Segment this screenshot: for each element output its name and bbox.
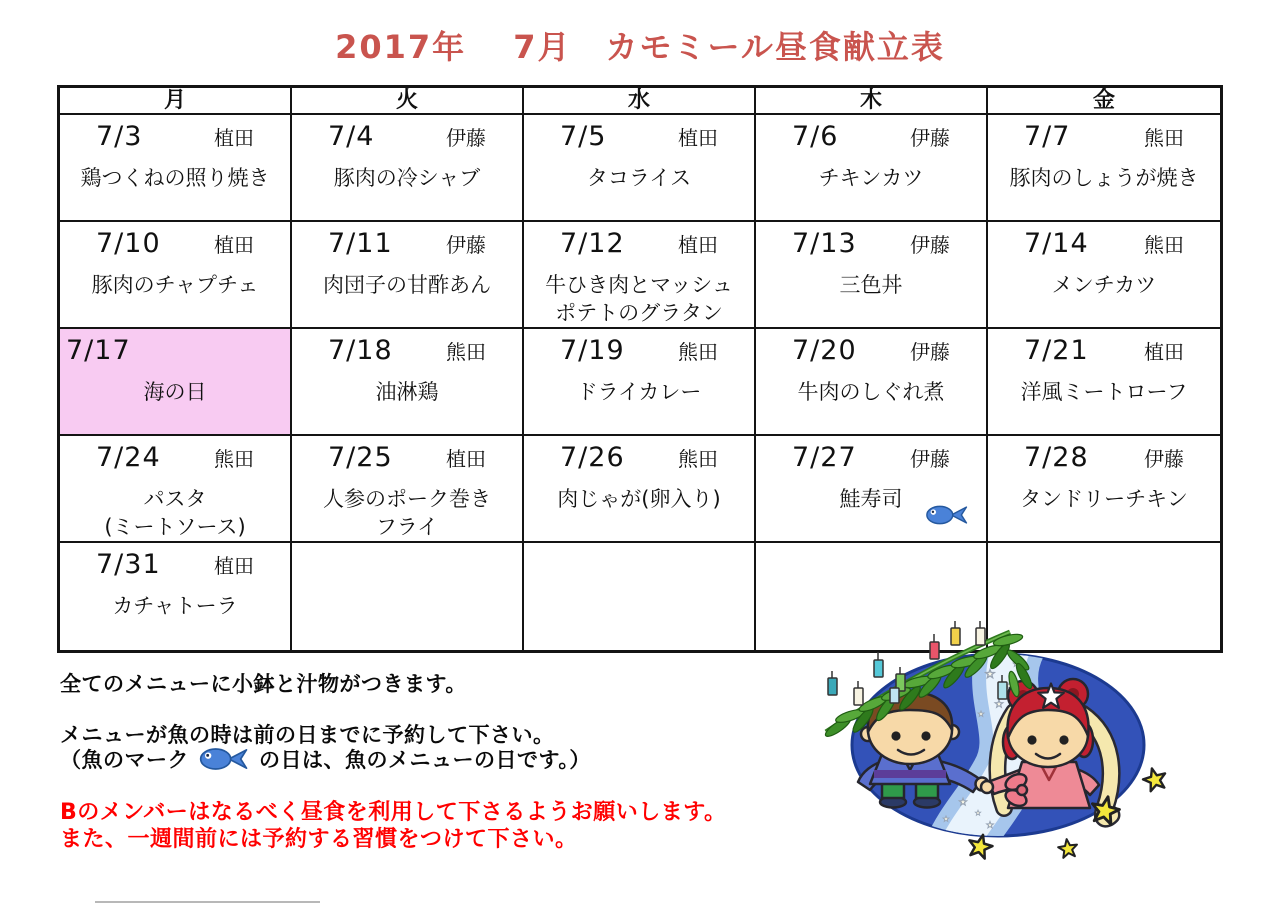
cell-dateline — [524, 329, 754, 366]
day-header: 水 — [524, 88, 756, 115]
cell-date: 7/7 — [1024, 121, 1071, 152]
cell-staff: 熊田 — [678, 447, 718, 471]
cell-dateline — [60, 329, 290, 366]
cell-menu: 油淋鶏 — [375, 380, 439, 404]
cell-date: 7/31 — [96, 549, 161, 580]
day-header: 金 — [988, 88, 1220, 115]
calendar-cell — [988, 115, 1220, 222]
cell-dateline — [988, 115, 1220, 152]
calendar-cell — [292, 436, 524, 543]
cell-staff: 伊藤 — [910, 447, 950, 471]
cell-dateline — [756, 436, 986, 473]
cell-menu: 牛肉のしぐれ煮 — [797, 380, 945, 404]
cell-dateline — [988, 329, 1220, 366]
cell-menu: 豚肉のしょうが焼き — [1009, 166, 1199, 190]
cell-staff: 植田 — [1144, 340, 1184, 364]
cell-date: 7/3 — [96, 121, 143, 152]
cell-menu: 人参のポーク巻き フライ — [323, 487, 491, 539]
note-fish-mark-after: の日は、魚のメニューの日です。） — [259, 748, 591, 772]
cell-staff: 熊田 — [214, 447, 254, 471]
cell-menu: 三色丼 — [839, 273, 903, 297]
tanabata-illustration — [818, 612, 1280, 904]
calendar-cell — [756, 329, 988, 436]
cell-staff: 伊藤 — [910, 233, 950, 257]
cell-date: 7/11 — [328, 228, 393, 259]
cell-menu: メンチカツ — [1051, 273, 1157, 297]
calendar-cell — [756, 222, 988, 329]
cell-staff: 熊田 — [1144, 126, 1184, 150]
calendar-cell — [988, 329, 1220, 436]
cell-date: 7/12 — [560, 228, 625, 259]
calendar-cell — [60, 222, 292, 329]
calendar-cell — [756, 115, 988, 222]
menu-calendar — [57, 85, 1223, 653]
cell-dateline — [292, 222, 522, 259]
cell-staff: 植田 — [678, 233, 718, 257]
cell-menu: タコライス — [586, 166, 692, 190]
cell-menu: 牛ひき肉とマッシュ ポテトのグラタン — [545, 273, 733, 325]
cell-date: 7/14 — [1024, 228, 1089, 259]
note-fish-mark — [60, 744, 591, 774]
cell-dateline — [988, 222, 1220, 259]
calendar-cell — [988, 222, 1220, 329]
cell-menu: 海の日 — [143, 380, 207, 404]
cell-dateline — [524, 222, 754, 259]
calendar-cell — [60, 543, 292, 650]
cell-menu: パスタ (ミートソース) — [104, 487, 246, 539]
fish-icon — [197, 744, 251, 774]
cell-staff: 植田 — [678, 126, 718, 150]
page-title: 2017年 7月 カモミール昼食献立表 — [335, 28, 945, 66]
cell-dateline — [60, 222, 290, 259]
cell-dateline — [292, 115, 522, 152]
cell-menu: 鶏つくねの照り焼き — [80, 166, 270, 190]
cell-date: 7/24 — [96, 442, 161, 473]
cell-date: 7/26 — [560, 442, 625, 473]
cell-dateline — [60, 115, 290, 152]
cell-menu: 豚肉のチャプチェ — [91, 273, 259, 297]
note-b-members: Bのメンバーはなるべく昼食を利用して下さるようお願いします。 — [60, 800, 727, 825]
calendar-cell — [524, 222, 756, 329]
cell-staff: 伊藤 — [910, 340, 950, 364]
cell-date: 7/4 — [328, 121, 375, 152]
cell-menu: 洋風ミートローフ — [1020, 380, 1188, 404]
cell-date: 7/18 — [328, 335, 393, 366]
cell-date: 7/10 — [96, 228, 161, 259]
cell-dateline — [292, 436, 522, 473]
cell-date: 7/6 — [792, 121, 839, 152]
day-header: 月 — [60, 88, 292, 115]
cell-staff: 植田 — [214, 554, 254, 578]
cell-menu: カチャトーラ — [112, 594, 238, 618]
calendar-cell — [60, 115, 292, 222]
cell-date: 7/28 — [1024, 442, 1089, 473]
note-fish-mark-before: （魚のマーク — [60, 748, 189, 772]
cell-menu: 豚肉の冷シャブ — [333, 166, 481, 190]
cell-menu: 鮭寿司 — [839, 487, 903, 511]
cell-menu: 肉団子の甘酢あん — [323, 273, 491, 297]
calendar-cell — [292, 543, 524, 650]
cell-dateline — [60, 436, 290, 473]
cell-staff: 熊田 — [1144, 233, 1184, 257]
cell-dateline — [524, 115, 754, 152]
cell-staff: 熊田 — [446, 340, 486, 364]
cell-staff: 伊藤 — [1144, 447, 1184, 471]
day-header: 火 — [292, 88, 524, 115]
cell-dateline — [988, 436, 1220, 473]
day-header: 木 — [756, 88, 988, 115]
cell-dateline — [756, 222, 986, 259]
cell-menu: 肉じゃが(卵入り) — [557, 487, 721, 511]
cell-staff: 伊藤 — [910, 126, 950, 150]
calendar-cell — [988, 436, 1220, 543]
note-fish-reservation: メニューが魚の時は前の日までに予約して下さい。 — [60, 723, 555, 747]
cell-date: 7/21 — [1024, 335, 1089, 366]
cell-dateline — [60, 543, 290, 580]
cell-staff: 熊田 — [678, 340, 718, 364]
cell-date: 7/13 — [792, 228, 857, 259]
cell-staff: 伊藤 — [446, 126, 486, 150]
cell-staff: 伊藤 — [446, 233, 486, 257]
cell-date: 7/25 — [328, 442, 393, 473]
cell-menu: チキンカツ — [818, 166, 924, 190]
calendar-cell — [60, 436, 292, 543]
page-edge-line — [95, 901, 320, 903]
calendar-cell — [292, 222, 524, 329]
cell-date: 7/20 — [792, 335, 857, 366]
calendar-cell — [292, 329, 524, 436]
cell-date: 7/5 — [560, 121, 607, 152]
cell-staff: 植田 — [214, 233, 254, 257]
fish-icon — [924, 502, 970, 528]
calendar-cell — [524, 329, 756, 436]
calendar-cell — [292, 115, 524, 222]
cell-menu: タンドリーチキン — [1020, 487, 1188, 511]
cell-date: 7/17 — [66, 335, 131, 366]
cell-dateline — [292, 329, 522, 366]
cell-date: 7/27 — [792, 442, 857, 473]
cell-staff: 植田 — [214, 126, 254, 150]
note-side-dishes: 全てのメニューに小鉢と汁物がつきます。 — [60, 672, 467, 696]
calendar-cell — [524, 115, 756, 222]
cell-dateline — [756, 329, 986, 366]
note-one-week-reserve: また、一週間前には予約する習慣をつけて下さい。 — [60, 827, 578, 852]
cell-dateline — [756, 115, 986, 152]
cell-menu: ドライカレー — [576, 380, 702, 404]
cell-dateline — [524, 436, 754, 473]
calendar-cell — [60, 329, 292, 436]
calendar-cell — [524, 543, 756, 650]
calendar-cell — [524, 436, 756, 543]
cell-staff: 植田 — [446, 447, 486, 471]
cell-date: 7/19 — [560, 335, 625, 366]
calendar-cell — [756, 436, 988, 543]
